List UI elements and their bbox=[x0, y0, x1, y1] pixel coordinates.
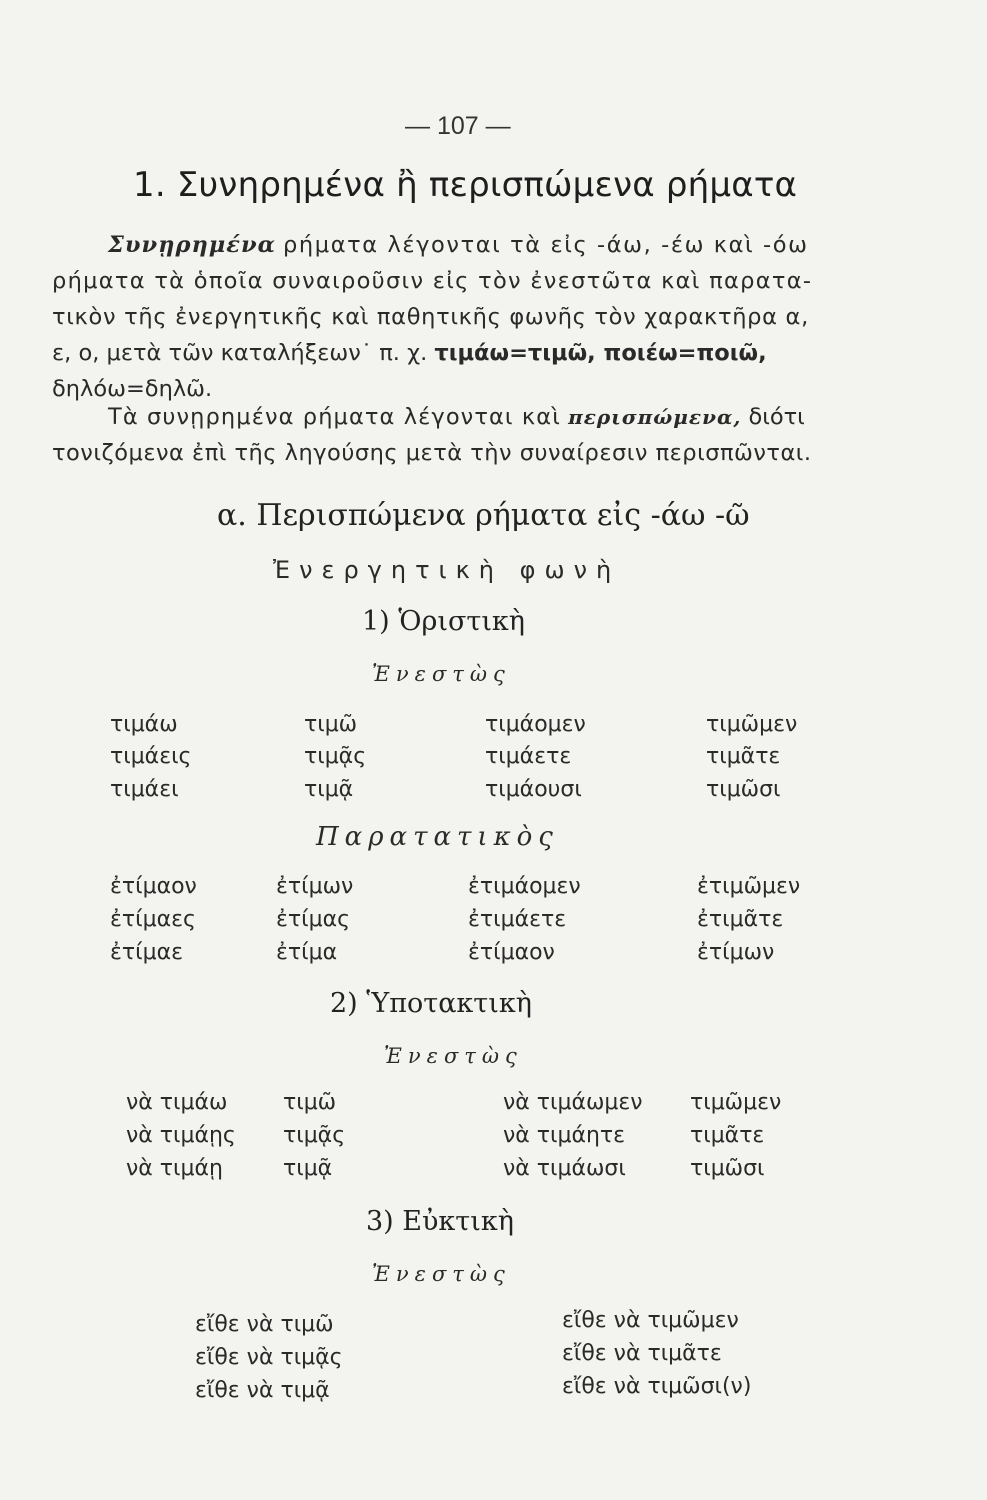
table-cell: ἐτιμῶμεν bbox=[697, 874, 801, 899]
intro-examples: τιμάω=τιμῶ, ποιέω=ποιῶ, bbox=[434, 340, 767, 366]
table-cell: τιμάεις bbox=[110, 744, 192, 769]
second-term: περισπώμενα, bbox=[568, 405, 742, 429]
table-cell: ἐτίμων bbox=[697, 940, 775, 965]
intro-line-4-a: ε, ο, μετὰ τῶν καταλήξεων˙ π. χ. bbox=[52, 340, 428, 366]
second-line-1 bbox=[108, 404, 805, 430]
intro-line-1 bbox=[108, 232, 809, 258]
table-cell: ἐτίμας bbox=[276, 907, 350, 932]
table-cell: ἐτίμαε bbox=[110, 940, 183, 965]
intro-term: Συνῃρημένα bbox=[108, 232, 276, 258]
table-cell: ἐτίμα bbox=[276, 940, 338, 965]
subjunctive-present-label: Ἐνεστὼς bbox=[384, 1044, 523, 1068]
table-cell: τιμᾶτε bbox=[706, 744, 781, 769]
chapter-title: 1. Συνηρημένα ἢ περισπώμενα ρήματα bbox=[133, 165, 798, 205]
table-cell: εἴθε νὰ τιμῶ bbox=[195, 1312, 334, 1337]
optative-present-label: Ἐνεστὼς bbox=[372, 1262, 511, 1286]
page-number: — 107 — bbox=[405, 112, 511, 140]
table-cell: τιμάετε bbox=[485, 744, 572, 769]
table-cell: τιμᾷ bbox=[283, 1156, 333, 1181]
intro-line-5: δηλόω=δηλῶ. bbox=[52, 376, 213, 402]
table-cell: εἴθε νὰ τιμᾶτε bbox=[562, 1341, 722, 1366]
table-cell: εἴθε νὰ τιμᾷς bbox=[195, 1345, 343, 1370]
table-cell: τιμάουσι bbox=[485, 777, 582, 802]
table-cell: τιμῶσι bbox=[706, 777, 781, 802]
table-cell: εἴθε νὰ τιμῶμεν bbox=[562, 1308, 739, 1333]
indicative-present-label: Ἐνεστὼς bbox=[372, 662, 511, 686]
table-cell: ἐτιμάετε bbox=[468, 907, 567, 932]
table-cell: τιμᾷς bbox=[283, 1123, 346, 1148]
table-cell: ἐτίμαες bbox=[110, 907, 196, 932]
table-cell: νὰ τιμάῃ bbox=[126, 1156, 223, 1181]
table-cell: ἐτίμων bbox=[276, 874, 354, 899]
second-line-2: τονιζόμενα ἐπὶ τῆς ληγούσης μετὰ τὴν συναίρεσιν περισπῶνται. bbox=[52, 440, 812, 466]
table-cell: νὰ τιμάητε bbox=[503, 1123, 626, 1148]
table-cell: ἐτίμαον bbox=[110, 874, 197, 899]
indicative-title: 1) Ὁριστικὴ bbox=[362, 606, 525, 637]
table-cell: ἐτίμαον bbox=[468, 940, 555, 965]
table-cell: εἴθε νὰ τιμῶσι(ν) bbox=[562, 1374, 752, 1399]
table-cell: τιμᾶτε bbox=[690, 1123, 765, 1148]
table-cell: τιμῶσι bbox=[690, 1156, 765, 1181]
intro-line-1-rest: ρήματα λέγονται τὰ εἰς -άω, -έω καὶ -όω bbox=[283, 232, 809, 258]
table-cell: τιμάω bbox=[110, 712, 178, 737]
intro-line-3: τικὸν τῆς ἐνεργητικῆς καὶ παθητικῆς φωνῆς τὸν χαρακτῆρα α, bbox=[52, 304, 809, 330]
table-cell: νὰ τιμάωμεν bbox=[503, 1090, 643, 1115]
table-cell: τιμᾷς bbox=[304, 744, 367, 769]
subjunctive-title: 2) Ὑποτακτικὴ bbox=[330, 988, 532, 1019]
table-cell: νὰ τιμάω bbox=[126, 1090, 228, 1115]
optative-title: 3) Εὐκτικὴ bbox=[366, 1206, 514, 1237]
table-cell: τιμάομεν bbox=[485, 712, 586, 737]
second-line-1-a: Τὰ συνῃρημένα ρήματα λέγονται καὶ bbox=[108, 404, 561, 430]
table-cell: τιμῶ bbox=[304, 712, 358, 737]
section-title: α. Περισπώμενα ρήματα εἰς -άω -ῶ bbox=[217, 498, 750, 533]
table-cell: τιμάει bbox=[110, 777, 179, 802]
table-cell: τιμῶ bbox=[283, 1090, 337, 1115]
table-cell: εἴθε νὰ τιμᾷ bbox=[195, 1378, 330, 1403]
table-cell: νὰ τιμάωσι bbox=[503, 1156, 626, 1181]
intro-line-2: ρήματα τὰ ὁποῖα συναιροῦσιν εἰς τὸν ἐνεστῶτα καὶ παρατα- bbox=[52, 268, 813, 294]
intro-line-4 bbox=[52, 340, 767, 366]
indicative-imperfect-label: Παρατατικὸς bbox=[316, 822, 559, 852]
table-cell: τιμᾷ bbox=[304, 777, 354, 802]
second-line-1-b: διότι bbox=[748, 404, 805, 430]
table-cell: ἐτιμάομεν bbox=[468, 874, 581, 899]
table-cell: ἐτιμᾶτε bbox=[697, 907, 784, 932]
table-cell: τιμῶμεν bbox=[690, 1090, 782, 1115]
table-cell: τιμῶμεν bbox=[706, 712, 798, 737]
table-cell: νὰ τιμάῃς bbox=[126, 1123, 236, 1148]
voice-heading: Ἐνεργητικὴ φωνὴ bbox=[273, 556, 621, 584]
